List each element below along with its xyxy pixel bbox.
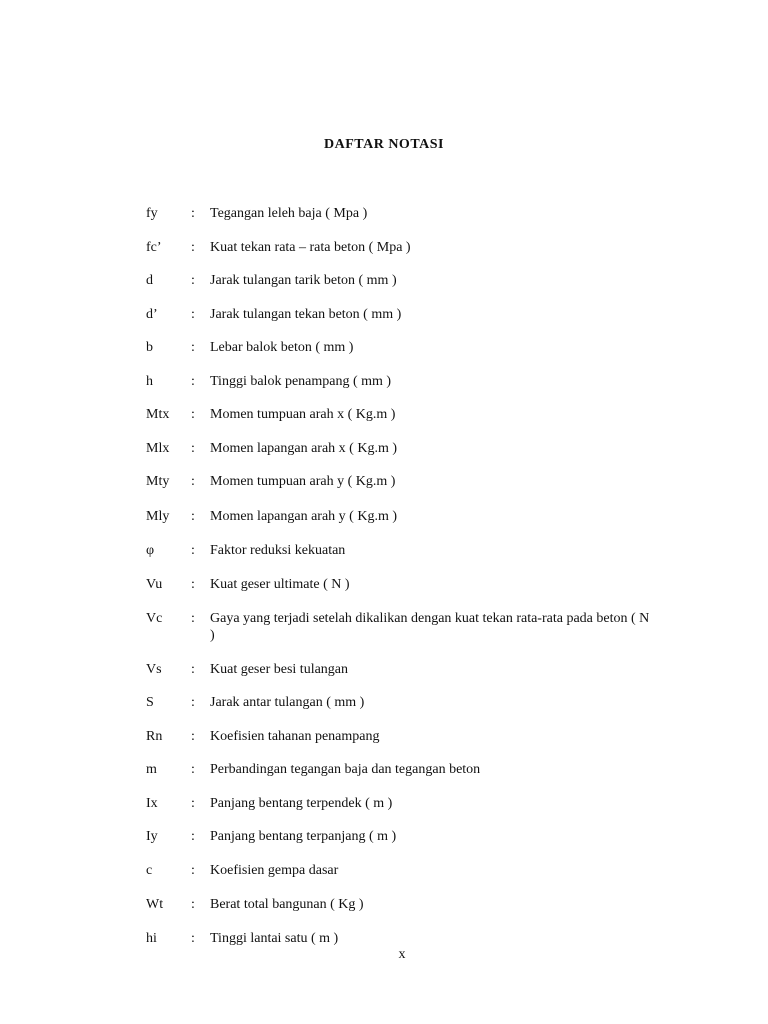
notation-separator: : bbox=[191, 240, 195, 255]
notation-separator: : bbox=[191, 829, 195, 844]
notation-symbol: Vs bbox=[146, 662, 162, 677]
notation-separator: : bbox=[191, 762, 195, 777]
notation-description: Momen tumpuan arah x ( Kg.m ) bbox=[210, 407, 396, 422]
notation-description: Kuat geser ultimate ( N ) bbox=[210, 577, 350, 592]
notation-symbol: d’ bbox=[146, 307, 158, 322]
notation-separator: : bbox=[191, 577, 195, 592]
notation-symbol: Iy bbox=[146, 829, 158, 844]
notation-symbol: c bbox=[146, 863, 153, 878]
notation-separator: : bbox=[191, 441, 195, 456]
notation-separator: : bbox=[191, 374, 195, 389]
notation-symbol: Mty bbox=[146, 474, 170, 489]
notation-description: Gaya yang terjadi setelah dikalikan dengan kuat tekan rata-rata pada beton ( N ) bbox=[210, 611, 650, 643]
notation-description: Jarak tulangan tarik beton ( mm ) bbox=[210, 273, 397, 288]
notation-description: Panjang bentang terpendek ( m ) bbox=[210, 796, 393, 811]
notation-description: Momen lapangan arah x ( Kg.m ) bbox=[210, 441, 397, 456]
notation-symbol: fy bbox=[146, 206, 158, 221]
notation-symbol: m bbox=[146, 762, 157, 777]
notation-symbol: Wt bbox=[146, 897, 164, 912]
notation-symbol: Ix bbox=[146, 796, 158, 811]
notation-symbol: Mtx bbox=[146, 407, 170, 422]
notation-description: Koefisien tahanan penampang bbox=[210, 729, 380, 744]
notation-description: Kuat tekan rata – rata beton ( Mpa ) bbox=[210, 240, 411, 255]
page-title: DAFTAR NOTASI bbox=[324, 137, 444, 152]
notation-description: Berat total bangunan ( Kg ) bbox=[210, 897, 364, 912]
notation-description: Kuat geser besi tulangan bbox=[210, 662, 349, 677]
notation-description: Perbandingan tegangan baja dan tegangan beton bbox=[210, 762, 481, 777]
notation-separator: : bbox=[191, 509, 195, 524]
notation-symbol: Mly bbox=[146, 509, 170, 524]
notation-symbol: φ bbox=[146, 543, 155, 558]
notation-separator: : bbox=[191, 474, 195, 489]
notation-separator: : bbox=[191, 662, 195, 677]
notation-description: Jarak antar tulangan ( mm ) bbox=[210, 695, 365, 710]
notation-separator: : bbox=[191, 307, 195, 322]
notation-symbol: S bbox=[146, 695, 154, 710]
notation-symbol: fc’ bbox=[146, 240, 162, 255]
notation-separator: : bbox=[191, 931, 195, 946]
notation-description: Momen tumpuan arah y ( Kg.m ) bbox=[210, 474, 396, 489]
notation-description: Koefisien gempa dasar bbox=[210, 863, 339, 878]
notation-separator: : bbox=[191, 611, 195, 626]
notation-description: Faktor reduksi kekuatan bbox=[210, 543, 346, 558]
notation-separator: : bbox=[191, 340, 195, 355]
notation-description: Jarak tulangan tekan beton ( mm ) bbox=[210, 307, 402, 322]
page-number: x bbox=[398, 947, 406, 962]
notation-separator: : bbox=[191, 897, 195, 912]
notation-symbol: b bbox=[146, 340, 153, 355]
notation-description: Panjang bentang terpanjang ( m ) bbox=[210, 829, 397, 844]
notation-description: Lebar balok beton ( mm ) bbox=[210, 340, 354, 355]
notation-description: Tinggi lantai satu ( m ) bbox=[210, 931, 339, 946]
notation-description: Momen lapangan arah y ( Kg.m ) bbox=[210, 509, 397, 524]
notation-separator: : bbox=[191, 273, 195, 288]
notation-symbol: Vc bbox=[146, 611, 163, 626]
notation-separator: : bbox=[191, 407, 195, 422]
notation-symbol: Rn bbox=[146, 729, 163, 744]
notation-separator: : bbox=[191, 206, 195, 221]
notation-separator: : bbox=[191, 543, 195, 558]
notation-description: Tinggi balok penampang ( mm ) bbox=[210, 374, 392, 389]
notation-symbol: d bbox=[146, 273, 153, 288]
notation-description: Tegangan leleh baja ( Mpa ) bbox=[210, 206, 368, 221]
notation-separator: : bbox=[191, 796, 195, 811]
notation-separator: : bbox=[191, 729, 195, 744]
notation-symbol: h bbox=[146, 374, 153, 389]
notation-separator: : bbox=[191, 863, 195, 878]
notation-symbol: Mlx bbox=[146, 441, 170, 456]
notation-symbol: hi bbox=[146, 931, 157, 946]
notation-separator: : bbox=[191, 695, 195, 710]
notation-symbol: Vu bbox=[146, 577, 163, 592]
